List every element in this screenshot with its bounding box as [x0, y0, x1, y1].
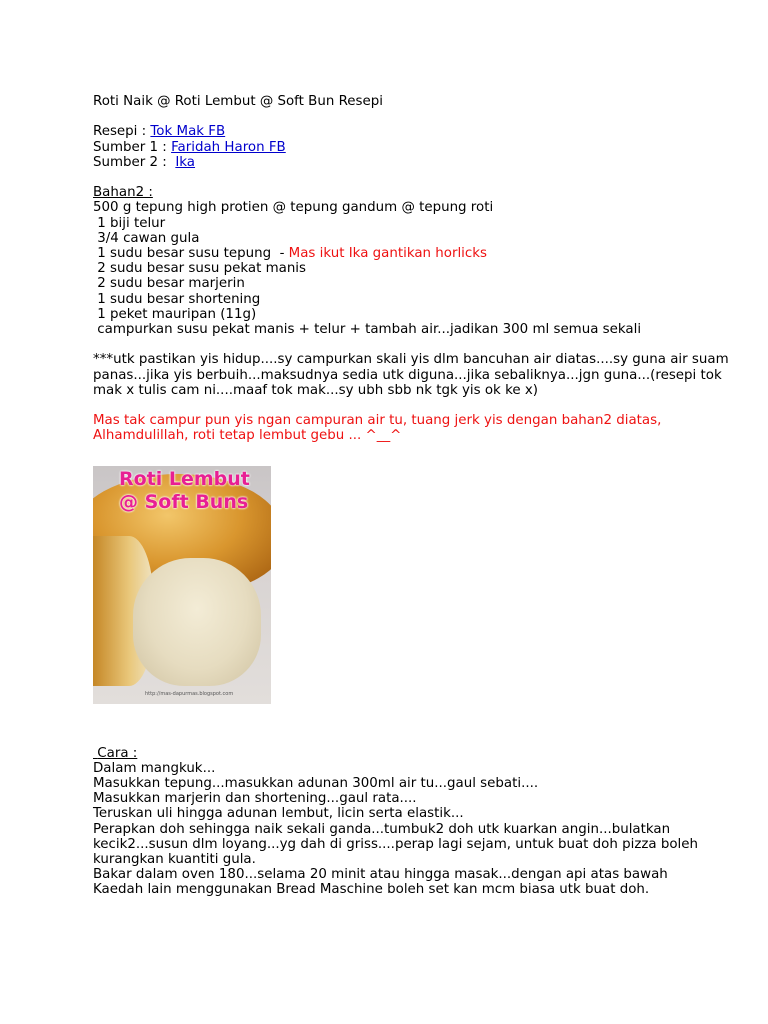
soft-bun-photo [93, 466, 271, 704]
red-paragraph: Mas tak campur pun yis ngan campuran air tu, tuang jerk yis dengan bahan2 diatas, Alhamdulillah, roti tetap lembut gebu ... ^__^ [93, 413, 662, 444]
source-link-tok-mak[interactable]: Tok Mak FB [150, 124, 226, 140]
method-step: Perapkan doh sehingga naik sekali ganda...tumbuk2 doh utk kuarkan angin...bulatkan kecik2...susun dlm loyang...yg dah di griss....perap lagi sejam, untuk buat doh pizza boleh kurangkan kuantiti gula. [93, 821, 705, 868]
ingredient-text: 1 sudu besar susu tepung - [93, 246, 289, 261]
photo-watermark-url: http://mas-dapurmas.blogspot.com [145, 690, 234, 697]
method-step: Masukkan marjerin dan shortening...gaul rata.... [93, 791, 417, 807]
source-label: Sumber 1 : [93, 139, 172, 155]
source-label: Resepi : [93, 124, 151, 140]
method-heading: Cara : [97, 745, 138, 761]
method-step: Masukkan tepung...masukkan adunan 300ml air tu...gaul sebati.... [93, 776, 539, 792]
method-step: Dalam mangkuk... [93, 760, 216, 776]
page-title: Roti Naik @ Roti Lembut @ Soft Bun Resepi [93, 94, 383, 109]
method-section [93, 746, 733, 898]
ingredient-item: 500 g tepung high protien @ tepung gandum @ tepung roti [93, 200, 494, 216]
photo-title: Roti Lembut @ Soft Buns [119, 467, 250, 513]
ingredient-item: campurkan susu pekat manis + telur + tambah air...jadikan 300 ml semua sekali [93, 322, 642, 338]
ingredient-item: 1 sudu besar shortening [93, 291, 261, 307]
method-step: Bakar dalam oven 180...selama 20 minit atau hingga masak...dengan api atas bawah [93, 867, 668, 883]
yeast-note: ***utk pastikan yis hidup....sy campurkan skali yis dlm bancuhan air diatas....sy guna air suam panas...jika yis berbuih...maksudnya sedia utk diguna...jika sebaliknya...jgn guna...(resepi tok mak x tulis cam ni....maaf tok mak...sy ubh sbb nk tgk yis ok ke x) [93, 352, 729, 398]
ingredient-item: 3/4 cawan gula [93, 230, 200, 246]
ingredient-item: 1 biji telur [93, 215, 166, 231]
ingredient-red-note: Mas ikut Ika gantikan horlicks [288, 246, 488, 261]
method-step: Kaedah lain menggunakan Bread Maschine boleh set kan mcm biasa utk buat doh. [93, 882, 650, 898]
ingredient-item: 2 sudu besar marjerin [93, 276, 245, 292]
source-label: Sumber 2 : [93, 154, 176, 170]
source-sumber-2 [93, 155, 733, 170]
source-link-faridah-haron[interactable]: Faridah Haron FB [171, 139, 286, 155]
ingredient-item: 1 peket mauripan (11g) [93, 306, 257, 322]
recipe-content [93, 94, 733, 898]
bun-crumb-shape [133, 558, 261, 686]
source-link-ika[interactable]: Ika [175, 154, 196, 170]
source-sumber-1 [93, 140, 733, 155]
source-resepi [93, 124, 733, 139]
ingredient-item-with-note [93, 246, 733, 261]
ingredients-heading: Bahan2 : [93, 185, 153, 201]
ingredient-item: 2 sudu besar susu pekat manis [93, 261, 307, 277]
method-step: Teruskan uli hingga adunan lembut, licin serta elastik... [93, 806, 464, 822]
